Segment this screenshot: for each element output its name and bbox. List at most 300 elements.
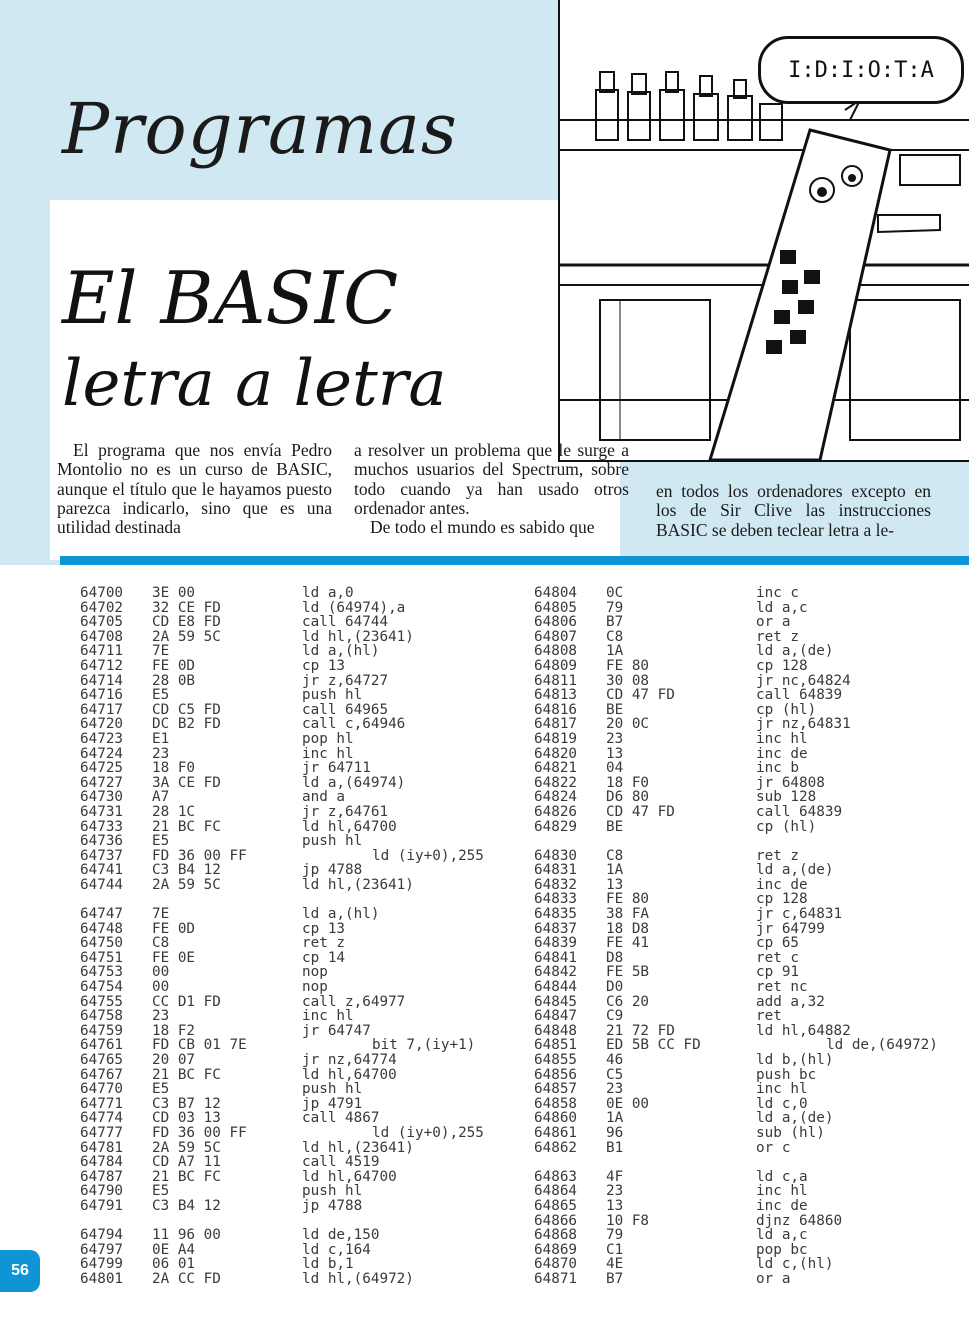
instruction: call 4519: [302, 1154, 380, 1171]
instruction: push hl: [302, 1081, 363, 1098]
code-line: [534, 1257, 969, 1272]
opcode: 30 08: [606, 672, 650, 689]
address: 64868: [534, 1227, 578, 1244]
address: 64781: [80, 1139, 124, 1156]
address: 64727: [80, 774, 124, 791]
address: 64751: [80, 949, 124, 966]
code-line: [534, 965, 969, 980]
code-line: [534, 1170, 969, 1185]
address: 64723: [80, 730, 124, 747]
code-line: [80, 1053, 572, 1068]
address: 64725: [80, 760, 124, 777]
instruction: ld c,(hl): [756, 1256, 834, 1273]
address: 64791: [80, 1197, 124, 1214]
code-block: [534, 586, 969, 834]
code-line: [80, 1155, 572, 1170]
address: 64829: [534, 818, 578, 835]
code-line: [534, 717, 969, 732]
code-line: [534, 659, 969, 674]
opcode: 2A 59 5C: [152, 628, 221, 645]
instruction: jr c,64831: [756, 906, 843, 923]
opcode: B7: [606, 614, 624, 631]
code-line: [534, 936, 969, 951]
code-line: [534, 790, 969, 805]
instruction: cp 14: [302, 949, 346, 966]
instruction: sub (hl): [756, 1124, 825, 1141]
code-line: [534, 761, 969, 776]
instruction: ld a,(hl): [302, 643, 380, 660]
opcode: 32 CE FD: [152, 599, 221, 616]
intro-column-1: [57, 441, 332, 537]
instruction: ret z: [756, 847, 800, 864]
opcode: FD 36 00 FF: [152, 1124, 247, 1141]
opcode: 23: [606, 730, 624, 747]
instruction: cp 91: [756, 964, 800, 981]
instruction: ld hl,(23641): [302, 876, 414, 893]
heading-line-2: letra a letra: [62, 347, 447, 421]
opcode: FE 41: [606, 935, 650, 952]
address: 64844: [534, 979, 578, 996]
code-line: [80, 849, 572, 864]
opcode: C5: [606, 1066, 624, 1083]
instruction: jr nz,64831: [756, 716, 851, 733]
code-line: [534, 878, 969, 893]
code-line: [534, 1068, 969, 1083]
opcode: 20 0C: [606, 716, 650, 733]
address: 64717: [80, 701, 124, 718]
code-line: [80, 834, 572, 849]
opcode: 23: [606, 1081, 624, 1098]
code-line: [534, 849, 969, 864]
opcode: FE 80: [606, 657, 650, 674]
address: 64744: [80, 876, 124, 893]
instruction: or a: [756, 1270, 791, 1287]
opcode: E5: [152, 1183, 170, 1200]
address: 64797: [80, 1241, 124, 1258]
instruction: ld a,(de): [756, 862, 834, 879]
instruction: cp (hl): [756, 818, 817, 835]
opcode: 28 1C: [152, 803, 196, 820]
intro-paragraph: en todos los ordenadores excepto en los de Sir Clive las instrucciones BASIC se deben teclear letra a le-: [656, 481, 931, 540]
instruction: nop: [302, 964, 328, 981]
address: 64841: [534, 949, 578, 966]
opcode: 79: [606, 1227, 624, 1244]
listing-right-column: [534, 586, 969, 1287]
opcode: 38 FA: [606, 906, 650, 923]
address: 64702: [80, 599, 124, 616]
speech-bubble: I:D:I:O:T:A: [758, 36, 964, 104]
opcode: 11 96 00: [152, 1227, 221, 1244]
code-line: [80, 995, 572, 1010]
address: 64865: [534, 1197, 578, 1214]
instruction: inc de: [756, 745, 808, 762]
opcode: FE 0D: [152, 920, 196, 937]
code-line: [80, 820, 572, 835]
address: 64861: [534, 1124, 578, 1141]
address: 64787: [80, 1168, 124, 1185]
instruction: ld hl,(64972): [302, 1270, 414, 1287]
instruction: inc b: [756, 760, 800, 777]
opcode: 2A 59 5C: [152, 1139, 221, 1156]
address: 64794: [80, 1227, 124, 1244]
instruction: ret: [756, 1008, 782, 1025]
code-line: [80, 922, 572, 937]
code-line: [80, 1199, 572, 1214]
heading-line-1: El BASIC: [62, 256, 399, 340]
address: 64753: [80, 964, 124, 981]
address: 64822: [534, 774, 578, 791]
address: 64847: [534, 1008, 578, 1025]
code-line: [534, 1111, 969, 1126]
opcode: CD A7 11: [152, 1154, 221, 1171]
opcode: 21 72 FD: [606, 1022, 675, 1039]
instruction: jr 64747: [302, 1022, 371, 1039]
address: 64845: [534, 993, 578, 1010]
instruction: inc de: [756, 1197, 808, 1214]
opcode: 23: [606, 1183, 624, 1200]
instruction: cp (hl): [756, 701, 817, 718]
instruction: ld de,(64972): [826, 1037, 938, 1054]
code-line: [80, 601, 572, 616]
opcode: FE 80: [606, 891, 650, 908]
opcode: BE: [606, 701, 624, 718]
code-line: [534, 1228, 969, 1243]
address: 64820: [534, 745, 578, 762]
instruction: cp 13: [302, 657, 346, 674]
code-line: [534, 980, 969, 995]
opcode: CD E8 FD: [152, 614, 221, 631]
address: 64784: [80, 1154, 124, 1171]
code-line: [534, 805, 969, 820]
opcode: FD 36 00 FF: [152, 847, 247, 864]
instruction: ld a,(de): [756, 643, 834, 660]
address: 64809: [534, 657, 578, 674]
instruction: push hl: [302, 687, 363, 704]
opcode: 4F: [606, 1168, 624, 1185]
opcode: FE 0E: [152, 949, 196, 966]
code-line: [534, 820, 969, 835]
instruction: inc hl: [302, 1008, 354, 1025]
code-line: [80, 1272, 572, 1287]
instruction: jr z,64727: [302, 672, 389, 689]
instruction: call 4867: [302, 1110, 380, 1127]
instruction: jr z,64761: [302, 803, 389, 820]
opcode: 06 01: [152, 1256, 196, 1273]
opcode: 4E: [606, 1256, 624, 1273]
code-line: [534, 1038, 969, 1053]
instruction: cp 128: [756, 657, 808, 674]
instruction: cp 65: [756, 935, 800, 952]
address: 64765: [80, 1052, 124, 1068]
opcode: 96: [606, 1124, 624, 1141]
address: 64808: [534, 643, 578, 660]
instruction: call c,64946: [302, 716, 406, 733]
code-line: [80, 761, 572, 776]
address: 64758: [80, 1008, 124, 1025]
opcode: 18 F2: [152, 1022, 196, 1039]
address: 64799: [80, 1256, 124, 1273]
opcode: 21 BC FC: [152, 1066, 221, 1083]
instruction: call z,64977: [302, 993, 406, 1010]
instruction: push bc: [756, 1066, 817, 1083]
code-line: [80, 586, 572, 601]
address: 64842: [534, 964, 578, 981]
instruction: ld a,0: [302, 585, 354, 601]
code-line: [534, 1243, 969, 1258]
instruction: inc c: [756, 585, 800, 601]
article-heading: [62, 255, 446, 427]
code-block: [534, 849, 969, 1155]
address: 64724: [80, 745, 124, 762]
code-line: [534, 688, 969, 703]
instruction: call 64839: [756, 803, 843, 820]
instruction: ld hl,64882: [756, 1022, 851, 1039]
opcode: C8: [606, 628, 624, 645]
code-line: [80, 674, 572, 689]
instruction: sub 128: [756, 789, 817, 806]
address: 64767: [80, 1066, 124, 1083]
address: 64821: [534, 760, 578, 777]
instruction: pop hl: [302, 730, 354, 747]
instruction: ld (iy+0),255: [372, 1124, 484, 1141]
address: 64700: [80, 585, 124, 601]
code-line: [80, 1170, 572, 1185]
opcode: D6 80: [606, 789, 650, 806]
address: 64771: [80, 1095, 124, 1112]
instruction: djnz 64860: [756, 1212, 843, 1229]
code-line: [534, 1097, 969, 1112]
instruction: ret nc: [756, 979, 808, 996]
instruction: inc hl: [756, 1183, 808, 1200]
opcode: C3 B4 12: [152, 862, 221, 879]
code-line: [80, 878, 572, 893]
instruction: jr 64711: [302, 760, 371, 777]
code-line: [534, 732, 969, 747]
opcode: 18 F0: [606, 774, 650, 791]
opcode: B1: [606, 1139, 624, 1156]
code-line: [80, 951, 572, 966]
code-line: [534, 892, 969, 907]
instruction: bit 7,(iy+1): [372, 1037, 476, 1054]
code-line: [534, 995, 969, 1010]
instruction: push hl: [302, 1183, 363, 1200]
instruction: jr nz,64774: [302, 1052, 397, 1068]
address: 64754: [80, 979, 124, 996]
code-line: [80, 1024, 572, 1039]
address: 64871: [534, 1270, 578, 1287]
opcode: 21 BC FC: [152, 818, 221, 835]
opcode: 1A: [606, 862, 624, 879]
opcode: 2A 59 5C: [152, 876, 221, 893]
address: 64711: [80, 643, 124, 660]
instruction: ld a,(64974): [302, 774, 406, 791]
instruction: inc hl: [756, 1081, 808, 1098]
code-block: [534, 1170, 969, 1287]
instruction: jp 4791: [302, 1095, 363, 1112]
instruction: ld c,a: [756, 1168, 808, 1185]
code-line: [80, 790, 572, 805]
code-line: [80, 805, 572, 820]
instruction: jp 4788: [302, 1197, 363, 1214]
instruction: jr nc,64824: [756, 672, 851, 689]
code-line: [80, 659, 572, 674]
address: 64811: [534, 672, 578, 689]
instruction: cp 13: [302, 920, 346, 937]
instruction: ret c: [756, 949, 800, 966]
code-block: [80, 586, 572, 892]
opcode: 04: [606, 760, 624, 777]
code-line: [80, 1038, 572, 1053]
address: 64826: [534, 803, 578, 820]
address: 64860: [534, 1110, 578, 1127]
address: 64733: [80, 818, 124, 835]
code-line: [80, 1097, 572, 1112]
opcode: 0C: [606, 585, 624, 601]
intro-paragraph: El programa que nos envía Pedro Montolio no es un curso de BASIC, aunque el título que le hayamos puesto parezca indicarlo, sino que es una utilidad destinada: [57, 440, 332, 538]
instruction: pop bc: [756, 1241, 808, 1258]
address: 64804: [534, 585, 578, 601]
code-line: [534, 1199, 969, 1214]
opcode: 23: [152, 745, 170, 762]
address: 64730: [80, 789, 124, 806]
opcode: 0E 00: [606, 1095, 650, 1112]
address: 64716: [80, 687, 124, 704]
opcode: FE 0D: [152, 657, 196, 674]
instruction: ld c,164: [302, 1241, 371, 1258]
instruction: call 64744: [302, 614, 389, 631]
opcode: 13: [606, 876, 624, 893]
opcode: C9: [606, 1008, 624, 1025]
address: 64830: [534, 847, 578, 864]
address: 64720: [80, 716, 124, 733]
instruction: or c: [756, 1139, 791, 1156]
code-line: [534, 1053, 969, 1068]
opcode: CD C5 FD: [152, 701, 221, 718]
instruction: ld hl,64700: [302, 1168, 397, 1185]
code-line: [80, 1141, 572, 1156]
instruction: ld (64974),a: [302, 599, 406, 616]
address: 64790: [80, 1183, 124, 1200]
address: 64856: [534, 1066, 578, 1083]
instruction: add a,32: [756, 993, 825, 1010]
opcode: 13: [606, 745, 624, 762]
intro-paragraph: a resolver un problema que le surge a muchos usuarios del Spectrum, sobre todo cuando ya han usado otros ordenador antes.: [354, 440, 629, 518]
opcode: 10 F8: [606, 1212, 650, 1229]
opcode: 3A CE FD: [152, 774, 221, 791]
opcode: BE: [606, 818, 624, 835]
code-line: [534, 1009, 969, 1024]
section-divider: [60, 556, 969, 565]
opcode: DC B2 FD: [152, 716, 221, 733]
code-line: [534, 644, 969, 659]
instruction: ld b,1: [302, 1256, 354, 1273]
instruction: ld hl,(23641): [302, 628, 414, 645]
code-line: [80, 907, 572, 922]
code-line: [80, 965, 572, 980]
instruction: ld hl,64700: [302, 818, 397, 835]
code-line: [534, 1272, 969, 1287]
address: 64817: [534, 716, 578, 733]
instruction: ld a,(de): [756, 1110, 834, 1127]
address: 64712: [80, 657, 124, 674]
code-line: [534, 1126, 969, 1141]
opcode: D0: [606, 979, 624, 996]
code-line: [534, 1082, 969, 1097]
code-block: [80, 907, 572, 1213]
instruction: ret z: [756, 628, 800, 645]
opcode: 28 0B: [152, 672, 196, 689]
address: 64866: [534, 1212, 578, 1229]
opcode: 3E 00: [152, 585, 196, 601]
code-line: [80, 1243, 572, 1258]
instruction: inc hl: [302, 745, 354, 762]
code-line: [80, 688, 572, 703]
instruction: jr 64808: [756, 774, 825, 791]
address: 64750: [80, 935, 124, 952]
opcode: 18 F0: [152, 760, 196, 777]
code-line: [80, 1111, 572, 1126]
code-line: [80, 615, 572, 630]
code-line: [534, 1024, 969, 1039]
code-line: [534, 615, 969, 630]
code-line: [534, 586, 969, 601]
address: 64705: [80, 614, 124, 631]
address: 64737: [80, 847, 124, 864]
opcode: 7E: [152, 643, 170, 660]
opcode: E5: [152, 687, 170, 704]
opcode: A7: [152, 789, 170, 806]
address: 64714: [80, 672, 124, 689]
code-line: [534, 747, 969, 762]
instruction: jp 4788: [302, 862, 363, 879]
address: 64870: [534, 1256, 578, 1273]
opcode: 00: [152, 979, 170, 996]
code-line: [534, 863, 969, 878]
instruction: or a: [756, 614, 791, 631]
code-line: [80, 1228, 572, 1243]
code-line: [534, 1141, 969, 1156]
address: 64759: [80, 1022, 124, 1039]
address: 64848: [534, 1022, 578, 1039]
code-line: [534, 630, 969, 645]
address: 64863: [534, 1168, 578, 1185]
address: 64851: [534, 1037, 578, 1054]
opcode: CC D1 FD: [152, 993, 221, 1010]
instruction: call 64965: [302, 701, 389, 718]
address: 64857: [534, 1081, 578, 1098]
address: 64805: [534, 599, 578, 616]
instruction: ld c,0: [756, 1095, 808, 1112]
address: 64824: [534, 789, 578, 806]
address: 64862: [534, 1139, 578, 1156]
code-line: [534, 951, 969, 966]
instruction: nop: [302, 979, 328, 996]
intro-paragraph: De todo el mundo es sabido que: [370, 517, 595, 538]
instruction: ld hl,64700: [302, 1066, 397, 1083]
opcode: C3 B7 12: [152, 1095, 221, 1112]
address: 64832: [534, 876, 578, 893]
opcode: FE 5B: [606, 964, 650, 981]
code-line: [80, 644, 572, 659]
opcode: 1A: [606, 1110, 624, 1127]
address: 64816: [534, 701, 578, 718]
opcode: CD 03 13: [152, 1110, 221, 1127]
code-line: [80, 703, 572, 718]
code-line: [534, 907, 969, 922]
opcode: 18 D8: [606, 920, 650, 937]
opcode: ED 5B CC FD: [606, 1037, 701, 1054]
code-line: [80, 1068, 572, 1083]
